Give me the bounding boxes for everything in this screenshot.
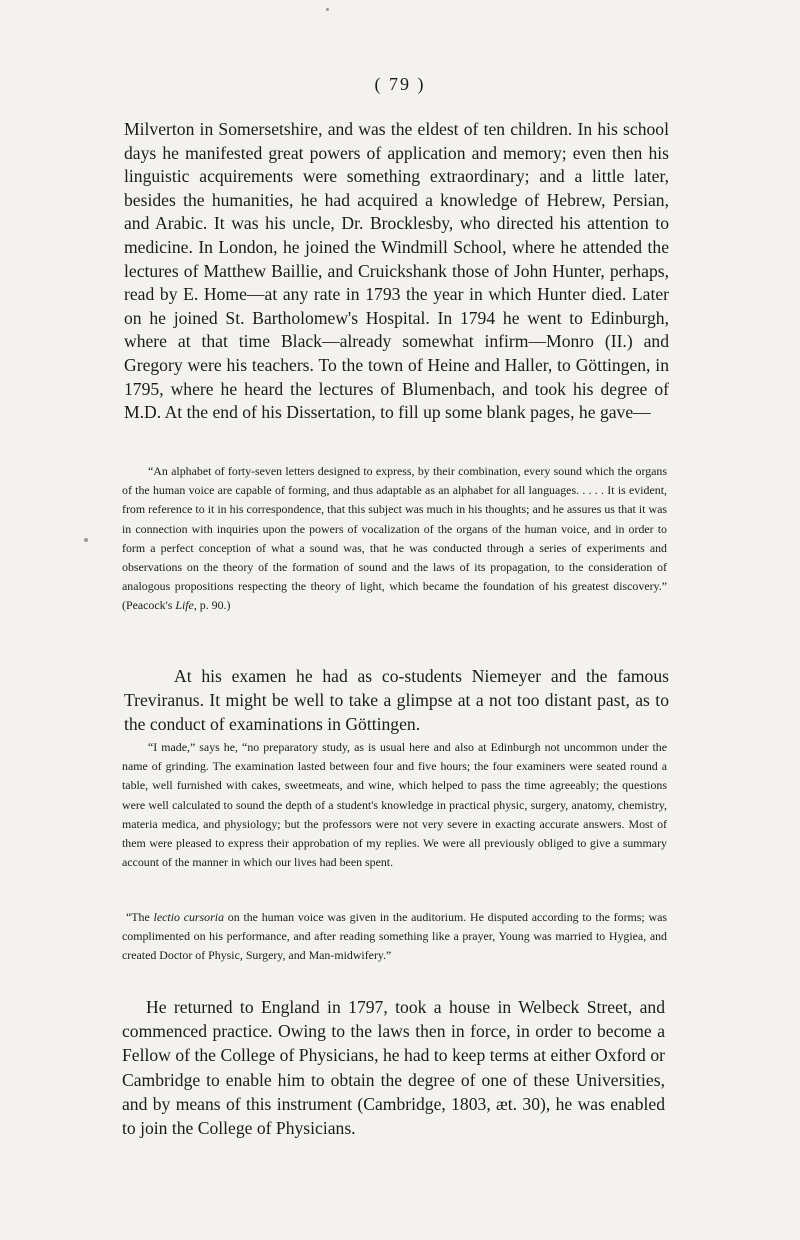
quote-italic-phrase: lectio cursoria [153, 910, 225, 924]
quote-citation-title: Life [175, 598, 194, 613]
quote-citation-page: , p. 90.) [193, 598, 231, 613]
paragraph-young-biography: Milverton in Somersetshire, and was the eldest of ten children. In his school days he manifested great powers of application and memory; even then his linguistic acquirements were something extraordinary; and a little later, besides the humanities, he had acquired a knowledge of Hebrew, Persian, and Arabic. It was his uncle, Dr. Brocklesby, who directed his attention to medicine. In London, he joined the Windmill School, where he attended the lectures of Matthew Baillie, and Cruickshank those of John Hunter, perhaps, read by E. Home—at any rate in 1793 the year in which Hunter died. Later on he joined St. Bartholomew's Hospital. In 1794 he went to Edinburgh, where at that time Black—already somewhat infirm—Monro (II.) and Gregory were his teachers. To the town of Heine and Haller, to Göttingen, in 1795, where he heard the lectures of Blumenbach, and took his degree of M.D. At the end of his Dissertation, to fill up some blank pages, he gave— [124, 119, 669, 423]
block-quote-alphabet [122, 462, 667, 616]
block-quote-examination: “I made,” says he, “no preparatory study, as is usual here and also at Edinburgh not uncommon under the name of grinding. The examination lasted between four and five hours; the four examiners were seated round a table, well furnished with cakes, sweetmeats, and wine, which helped to pass the time agreeably; the questions were well calculated to sound the depth of a student's knowledge in practical physic, surgery, anatomy, chemistry, materia medica, and physiology; but the professors were not very severe in exacting accurate answers. Most of them were pleased to express their approbation of my replies. We were all previously obliged to give a summary account of the manner in which our lives had been spent. [122, 740, 667, 870]
quote-open: “The [126, 910, 154, 924]
print-speck [84, 538, 88, 542]
quote-text: “An alphabet of forty-seven letters designed to express, by their combination, every sound which the organs of the human voice are capable of forming, and thus adaptable as an alphabet for all languages. . . . . It is evident, from reference to it in his correspondence, that this subject was much in his thoughts; and he assures us that it was in connection with inquiries upon the powers of vocalization of the organs of the human voice, and in order to form a perfect conception of what a sound was, that he was conducted through a series of experiments and observations on the theory of the formation of sound and the laws of its propagation, to the consideration of analogous propositions respecting the theory of light, which became the foundation of his greatest discovery.” (Peacock's [122, 464, 667, 613]
block-quote-lectio [122, 908, 667, 966]
paragraph-return-england: He returned to England in 1797, took a house in Welbeck Street, and commenced practice. Owing to the laws then in force, in order to become a Fellow of the College of Physicians, he had to keep terms at either Oxford or Cambridge to enable him to obtain the degree of one of these Universities, and by means of this instrument (Cambridge, 1803, æt. 30), he was enabled to join the College of Physicians. [122, 997, 665, 1139]
quote-text: on the human voice was given in the auditorium. He disputed according to the forms; was complimented on his performance, and after reading something like a prayer, Young was married to Hygiea, and created Doctor of Physic, Surgery, and Man-midwifery.” [122, 910, 667, 963]
print-speck [326, 8, 329, 11]
paragraph-examen: At his examen he had as co-students Niemeyer and the famous Treviranus. It might be well to take a glimpse at a not too distant past, as to the conduct of examinations in Göttingen. [124, 666, 669, 734]
page-number: ( 79 ) [374, 74, 426, 94]
